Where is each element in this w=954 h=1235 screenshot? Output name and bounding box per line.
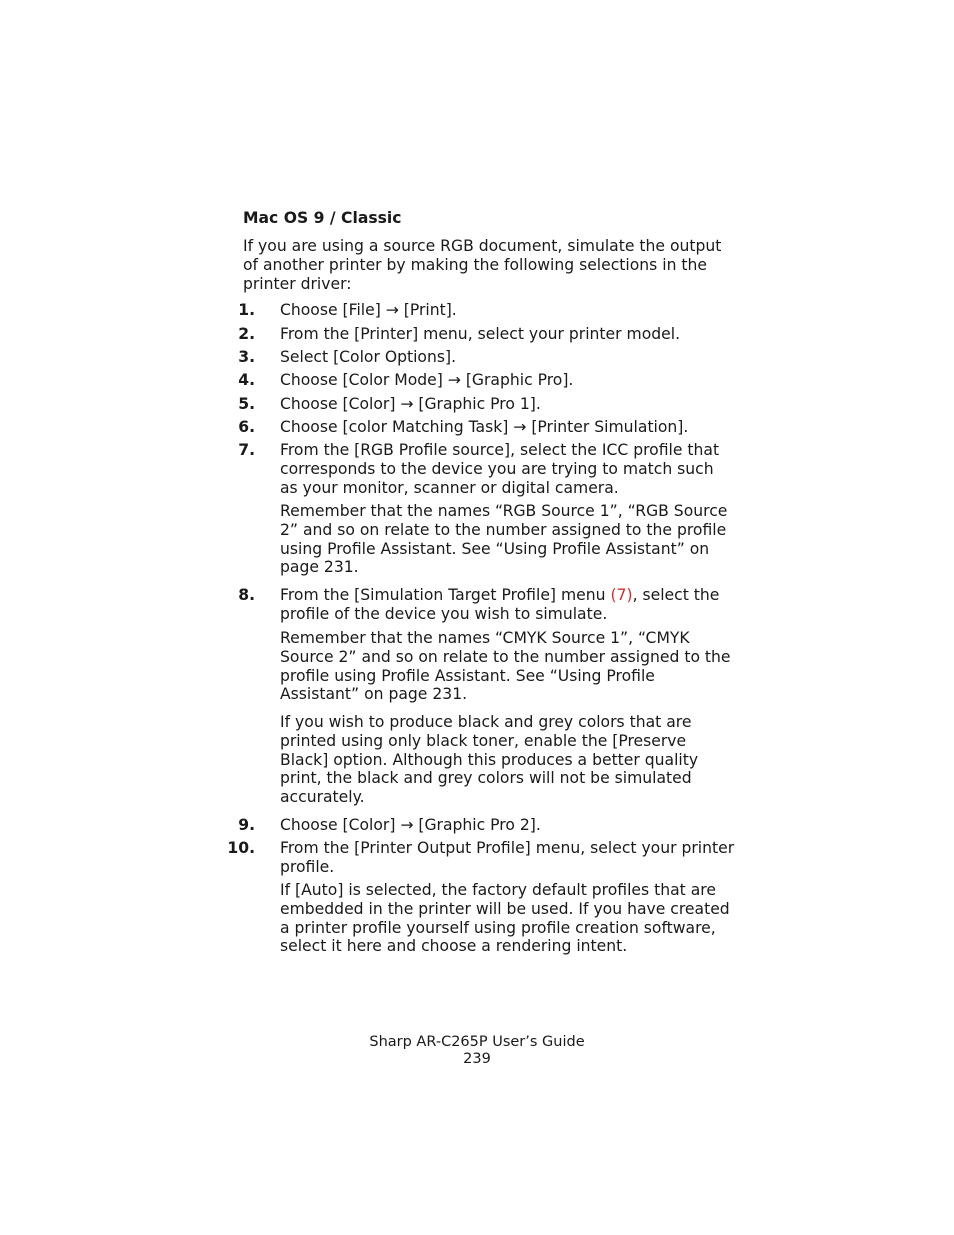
step-note: If you wish to produce black and grey colors that are printed using only black toner, enable the [Preserve Black] option. Although this produces a better quality print, the black and grey colors will not be simulated accurately.	[280, 713, 699, 807]
step-text-part: , select the profile of the device you wish to simulate.	[280, 586, 720, 623]
step-text: Select [Color Options].	[280, 348, 457, 366]
step-number: 8.	[238, 586, 255, 604]
step-text: Choose [Color Mode] → [Graphic Pro].	[280, 371, 574, 389]
page-number: 239	[463, 1051, 491, 1067]
step-number: 5.	[238, 395, 255, 413]
step-number: 3.	[238, 348, 255, 366]
footer-title: Sharp AR-C265P User’s Guide	[369, 1034, 585, 1050]
step-number: 1.	[238, 301, 255, 319]
step-note: Remember that the names “RGB Source 1”, “RGB Source 2” and so on relate to the number assigned to the profile using Profile Assistant. See “Using Profile Assistant” on page 231.	[280, 502, 728, 577]
step-text: From the [Printer Output Profile] menu, select your printer profile.	[280, 839, 735, 876]
cross-reference-link[interactable]: (7)	[610, 586, 633, 604]
section-heading: Mac OS 9 / Classic	[243, 209, 402, 227]
step-number: 6.	[238, 418, 255, 436]
step-text: Choose [File] → [Print].	[280, 301, 457, 319]
intro-paragraph: If you are using a source RGB document, simulate the output of another printer by making the following selections in the printer driver:	[243, 237, 722, 293]
step-text: Choose [color Matching Task] → [Printer Simulation].	[280, 418, 689, 436]
step-number: 10.	[227, 839, 255, 857]
step-text	[280, 586, 735, 624]
step-note: If [Auto] is selected, the factory default profiles that are embedded in the printer will be used. If you have created a printer profile yourself using profile creation software, select it here and choose a rendering intent.	[280, 881, 730, 956]
step-text: Choose [Color] → [Graphic Pro 2].	[280, 816, 541, 834]
step-text: From the [RGB Profile source], select the ICC profile that corresponds to the device you are trying to match such as your monitor, scanner or digital camera.	[280, 441, 720, 497]
step-text: From the [Printer] menu, select your printer model.	[280, 325, 681, 343]
step-note: Remember that the names “CMYK Source 1”, “CMYK Source 2” and so on relate to the number assigned to the profile using Profile Assistant. See “Using Profile Assistant” on page 231.	[280, 629, 731, 704]
step-text: Choose [Color] → [Graphic Pro 1].	[280, 395, 541, 413]
step-number: 9.	[238, 816, 255, 834]
step-number: 7.	[238, 441, 255, 459]
step-text-part: From the [Simulation Target Profile] menu	[280, 586, 611, 604]
step-number: 4.	[238, 371, 255, 389]
step-number: 2.	[238, 325, 255, 343]
